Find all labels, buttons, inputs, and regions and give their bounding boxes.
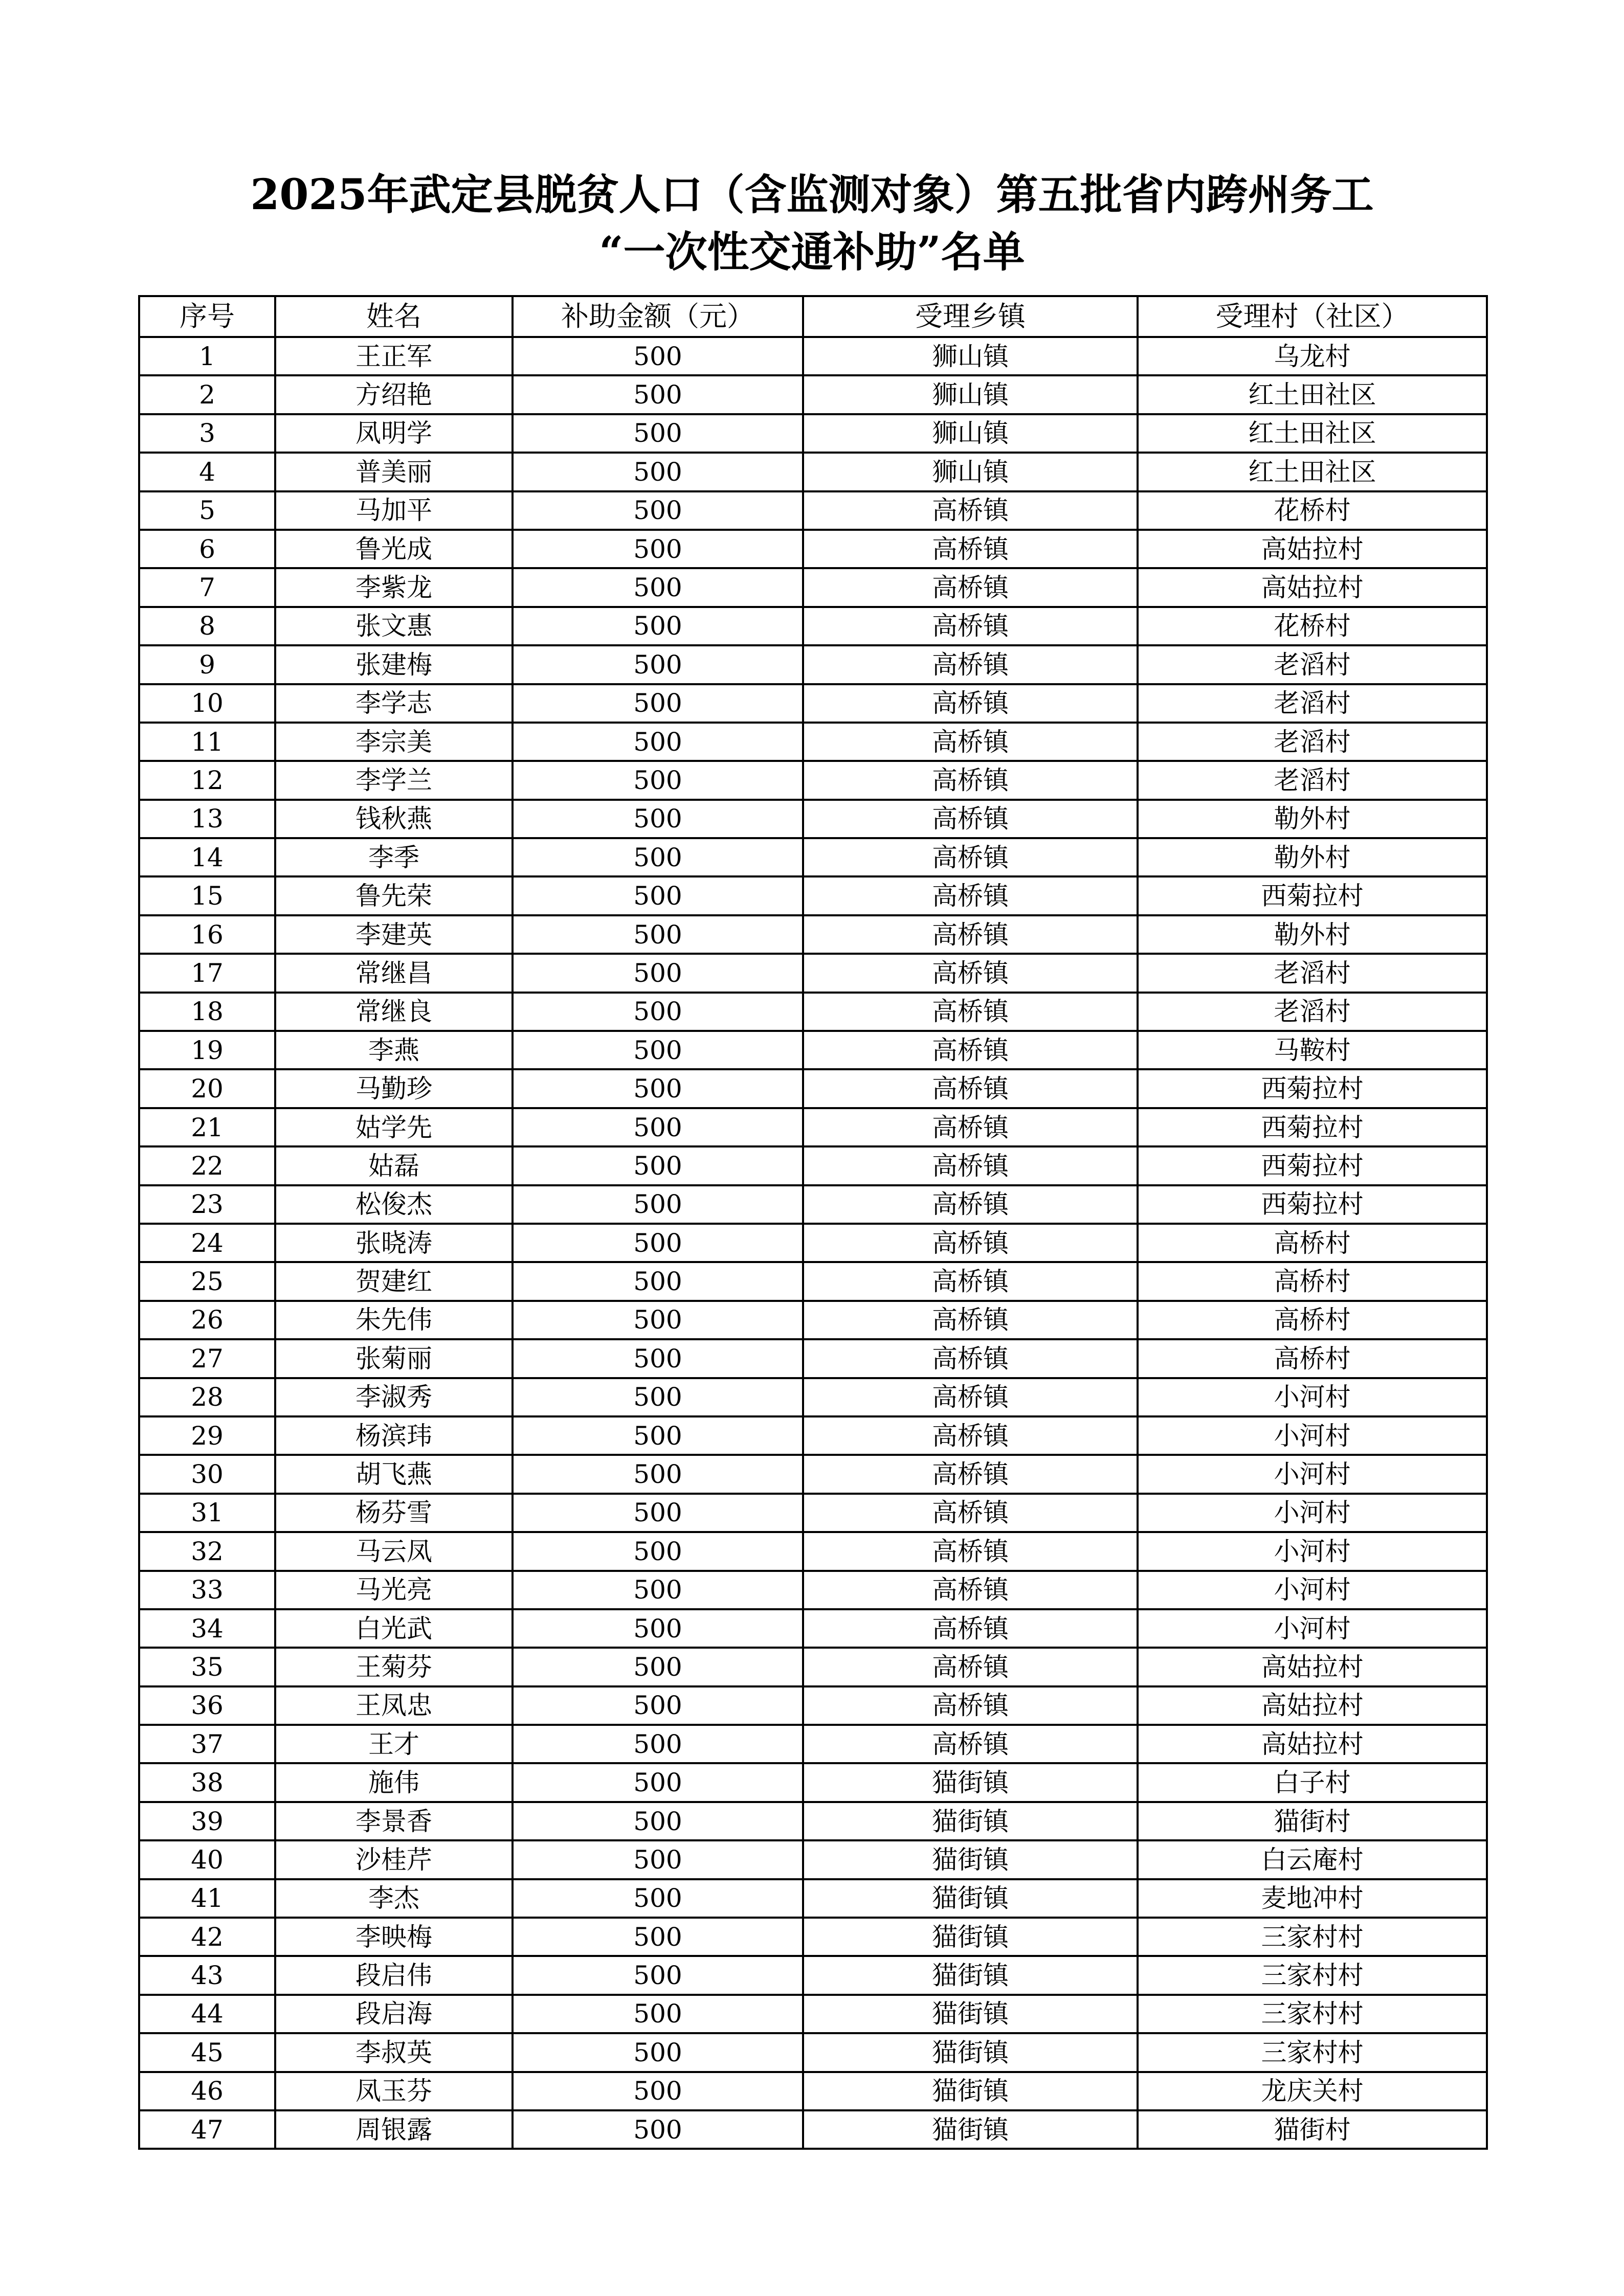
- cell-serial: 37: [139, 1725, 275, 1763]
- table-row: [139, 1879, 1487, 1918]
- table-row: [139, 723, 1487, 761]
- cell-village: 三家村村: [1138, 1995, 1487, 2033]
- cell-township: 高桥镇: [803, 954, 1138, 992]
- cell-serial: 6: [139, 530, 275, 568]
- cell-amount: 500: [513, 1378, 803, 1416]
- cell-name: 李叔英: [275, 2033, 513, 2072]
- cell-township: 猫街镇: [803, 1918, 1138, 1956]
- cell-serial: 2: [139, 375, 275, 414]
- cell-village: 勒外村: [1138, 800, 1487, 838]
- cell-amount: 500: [513, 1069, 803, 1108]
- cell-amount: 500: [513, 568, 803, 606]
- cell-name: 朱先伟: [275, 1301, 513, 1339]
- cell-village: 老滔村: [1138, 684, 1487, 723]
- cell-township: 高桥镇: [803, 1339, 1138, 1378]
- cell-name: 王凤忠: [275, 1686, 513, 1725]
- table-row: [139, 1840, 1487, 1879]
- cell-name: 段启伟: [275, 1956, 513, 1994]
- table-row: [139, 607, 1487, 645]
- cell-village: 三家村村: [1138, 2033, 1487, 2072]
- cell-village: 老滔村: [1138, 761, 1487, 799]
- cell-township: 高桥镇: [803, 1725, 1138, 1763]
- cell-name: 李映梅: [275, 1918, 513, 1956]
- cell-village: 红土田社区: [1138, 414, 1487, 453]
- cell-village: 老滔村: [1138, 645, 1487, 684]
- cell-township: 高桥镇: [803, 1031, 1138, 1069]
- cell-village: 高姑拉村: [1138, 568, 1487, 606]
- header-row: [139, 296, 1487, 337]
- cell-name: 李紫龙: [275, 568, 513, 606]
- cell-township: 高桥镇: [803, 530, 1138, 568]
- cell-village: 高姑拉村: [1138, 1725, 1487, 1763]
- cell-serial: 16: [139, 915, 275, 954]
- table-row: [139, 2033, 1487, 2072]
- cell-village: 小河村: [1138, 1609, 1487, 1648]
- cell-serial: 10: [139, 684, 275, 723]
- cell-township: 高桥镇: [803, 684, 1138, 723]
- table-row: [139, 1031, 1487, 1069]
- cell-name: 王菊芬: [275, 1648, 513, 1686]
- cell-village: 西菊拉村: [1138, 1185, 1487, 1224]
- table-row: [139, 800, 1487, 838]
- table-row: [139, 1571, 1487, 1609]
- cell-amount: 500: [513, 1185, 803, 1224]
- table-row: [139, 915, 1487, 954]
- cell-township: 猫街镇: [803, 1802, 1138, 1840]
- cell-name: 白光武: [275, 1609, 513, 1648]
- cell-serial: 18: [139, 993, 275, 1031]
- title-line-2: “一次性交通补助”名单: [599, 228, 1025, 277]
- cell-amount: 500: [513, 993, 803, 1031]
- cell-name: 松俊杰: [275, 1185, 513, 1224]
- cell-serial: 40: [139, 1840, 275, 1879]
- cell-serial: 5: [139, 491, 275, 530]
- cell-township: 高桥镇: [803, 993, 1138, 1031]
- header-name: 姓名: [275, 296, 513, 337]
- cell-name: 张晓涛: [275, 1224, 513, 1262]
- cell-amount: 500: [513, 1571, 803, 1609]
- cell-village: 老滔村: [1138, 993, 1487, 1031]
- cell-village: 高姑拉村: [1138, 1648, 1487, 1686]
- cell-township: 高桥镇: [803, 1146, 1138, 1185]
- cell-serial: 20: [139, 1069, 275, 1108]
- cell-amount: 500: [513, 645, 803, 684]
- cell-serial: 47: [139, 2110, 275, 2149]
- cell-township: 猫街镇: [803, 2110, 1138, 2149]
- cell-village: 小河村: [1138, 1378, 1487, 1416]
- cell-township: 狮山镇: [803, 337, 1138, 375]
- table-row: [139, 954, 1487, 992]
- table-row: [139, 1378, 1487, 1416]
- table-row: [139, 876, 1487, 915]
- cell-township: 猫街镇: [803, 1763, 1138, 1802]
- cell-township: 高桥镇: [803, 800, 1138, 838]
- cell-township: 高桥镇: [803, 761, 1138, 799]
- cell-name: 方绍艳: [275, 375, 513, 414]
- cell-village: 勒外村: [1138, 915, 1487, 954]
- cell-name: 李建英: [275, 915, 513, 954]
- cell-serial: 23: [139, 1185, 275, 1224]
- cell-township: 高桥镇: [803, 1455, 1138, 1493]
- table-row: [139, 761, 1487, 799]
- table-row: [139, 1339, 1487, 1378]
- table-body: [139, 337, 1487, 2149]
- cell-serial: 39: [139, 1802, 275, 1840]
- cell-village: 小河村: [1138, 1494, 1487, 1532]
- table-row: [139, 838, 1487, 876]
- cell-serial: 30: [139, 1455, 275, 1493]
- cell-serial: 31: [139, 1494, 275, 1532]
- cell-name: 段启海: [275, 1995, 513, 2033]
- cell-township: 猫街镇: [803, 1879, 1138, 1918]
- cell-amount: 500: [513, 2033, 803, 2072]
- cell-township: 高桥镇: [803, 607, 1138, 645]
- cell-name: 张建梅: [275, 645, 513, 684]
- cell-township: 高桥镇: [803, 1609, 1138, 1648]
- table-row: [139, 1802, 1487, 1840]
- cell-township: 高桥镇: [803, 1301, 1138, 1339]
- cell-name: 李季: [275, 838, 513, 876]
- cell-amount: 500: [513, 1455, 803, 1493]
- cell-amount: 500: [513, 876, 803, 915]
- cell-amount: 500: [513, 1339, 803, 1378]
- table-row: [139, 645, 1487, 684]
- cell-serial: 25: [139, 1262, 275, 1300]
- cell-village: 红土田社区: [1138, 453, 1487, 491]
- cell-name: 钱秋燕: [275, 800, 513, 838]
- cell-village: 白子村: [1138, 1763, 1487, 1802]
- cell-serial: 4: [139, 453, 275, 491]
- cell-village: 猫街村: [1138, 2110, 1487, 2149]
- table-row: [139, 1301, 1487, 1339]
- cell-amount: 500: [513, 1494, 803, 1532]
- cell-amount: 500: [513, 337, 803, 375]
- cell-township: 高桥镇: [803, 1224, 1138, 1262]
- cell-serial: 29: [139, 1416, 275, 1455]
- cell-serial: 14: [139, 838, 275, 876]
- cell-serial: 46: [139, 2072, 275, 2110]
- cell-township: 高桥镇: [803, 568, 1138, 606]
- cell-village: 高桥村: [1138, 1301, 1487, 1339]
- cell-serial: 11: [139, 723, 275, 761]
- cell-village: 老滔村: [1138, 723, 1487, 761]
- cell-township: 高桥镇: [803, 1494, 1138, 1532]
- cell-serial: 42: [139, 1918, 275, 1956]
- cell-village: 花桥村: [1138, 491, 1487, 530]
- table-row: [139, 1262, 1487, 1300]
- table-row: [139, 1648, 1487, 1686]
- table-row: [139, 1069, 1487, 1108]
- cell-name: 鲁先荣: [275, 876, 513, 915]
- cell-serial: 8: [139, 607, 275, 645]
- cell-village: 小河村: [1138, 1416, 1487, 1455]
- cell-village: 高桥村: [1138, 1262, 1487, 1300]
- cell-village: 红土田社区: [1138, 375, 1487, 414]
- table-row: [139, 993, 1487, 1031]
- table-row: [139, 2110, 1487, 2149]
- cell-name: 张菊丽: [275, 1339, 513, 1378]
- cell-amount: 500: [513, 2072, 803, 2110]
- cell-amount: 500: [513, 915, 803, 954]
- table-row: [139, 1455, 1487, 1493]
- cell-amount: 500: [513, 1262, 803, 1300]
- cell-amount: 500: [513, 1840, 803, 1879]
- cell-name: 马加平: [275, 491, 513, 530]
- cell-township: 高桥镇: [803, 1571, 1138, 1609]
- cell-name: 杨芬雪: [275, 1494, 513, 1532]
- cell-name: 周银露: [275, 2110, 513, 2149]
- table-row: [139, 684, 1487, 723]
- cell-amount: 500: [513, 1648, 803, 1686]
- cell-township: 高桥镇: [803, 1416, 1138, 1455]
- table-header: [139, 296, 1487, 337]
- cell-village: 马鞍村: [1138, 1031, 1487, 1069]
- cell-serial: 22: [139, 1146, 275, 1185]
- cell-amount: 500: [513, 838, 803, 876]
- cell-name: 沙桂芹: [275, 1840, 513, 1879]
- cell-name: 马云凤: [275, 1532, 513, 1570]
- cell-amount: 500: [513, 607, 803, 645]
- header-serial: 序号: [139, 296, 275, 337]
- cell-village: 西菊拉村: [1138, 1146, 1487, 1185]
- cell-village: 西菊拉村: [1138, 876, 1487, 915]
- cell-serial: 9: [139, 645, 275, 684]
- table-row: [139, 1995, 1487, 2033]
- cell-village: 西菊拉村: [1138, 1108, 1487, 1146]
- cell-township: 高桥镇: [803, 1648, 1138, 1686]
- cell-amount: 500: [513, 453, 803, 491]
- cell-township: 猫街镇: [803, 1995, 1138, 2033]
- cell-serial: 15: [139, 876, 275, 915]
- cell-serial: 38: [139, 1763, 275, 1802]
- cell-township: 高桥镇: [803, 1532, 1138, 1570]
- cell-village: 勒外村: [1138, 838, 1487, 876]
- cell-amount: 500: [513, 1416, 803, 1455]
- cell-amount: 500: [513, 1956, 803, 1994]
- cell-township: 高桥镇: [803, 838, 1138, 876]
- cell-township: 猫街镇: [803, 2033, 1138, 2072]
- cell-name: 王才: [275, 1725, 513, 1763]
- table-row: [139, 1609, 1487, 1648]
- cell-village: 高桥村: [1138, 1224, 1487, 1262]
- cell-township: 猫街镇: [803, 2072, 1138, 2110]
- table-row: [139, 1416, 1487, 1455]
- table-row: [139, 414, 1487, 453]
- cell-name: 李燕: [275, 1031, 513, 1069]
- cell-amount: 500: [513, 1031, 803, 1069]
- cell-township: 高桥镇: [803, 876, 1138, 915]
- table-row: [139, 530, 1487, 568]
- cell-village: 三家村村: [1138, 1956, 1487, 1994]
- table-row: [139, 1686, 1487, 1725]
- cell-village: 乌龙村: [1138, 337, 1487, 375]
- cell-amount: 500: [513, 375, 803, 414]
- cell-name: 贺建红: [275, 1262, 513, 1300]
- table-row: [139, 1185, 1487, 1224]
- table-row: [139, 1956, 1487, 1994]
- cell-village: 三家村村: [1138, 1918, 1487, 1956]
- cell-name: 胡飞燕: [275, 1455, 513, 1493]
- cell-serial: 44: [139, 1995, 275, 2033]
- cell-serial: 34: [139, 1609, 275, 1648]
- cell-township: 高桥镇: [803, 1108, 1138, 1146]
- cell-amount: 500: [513, 954, 803, 992]
- table-row: [139, 1918, 1487, 1956]
- cell-village: 小河村: [1138, 1532, 1487, 1570]
- cell-serial: 21: [139, 1108, 275, 1146]
- cell-serial: 41: [139, 1879, 275, 1918]
- table-row: [139, 1146, 1487, 1185]
- table-row: [139, 1224, 1487, 1262]
- cell-serial: 24: [139, 1224, 275, 1262]
- header-township: 受理乡镇: [803, 296, 1138, 337]
- table-row: [139, 1494, 1487, 1532]
- cell-township: 猫街镇: [803, 1840, 1138, 1879]
- document-title: [0, 166, 1624, 281]
- cell-township: 狮山镇: [803, 414, 1138, 453]
- cell-village: 麦地冲村: [1138, 1879, 1487, 1918]
- cell-amount: 500: [513, 1686, 803, 1725]
- cell-serial: 27: [139, 1339, 275, 1378]
- cell-amount: 500: [513, 761, 803, 799]
- cell-amount: 500: [513, 1802, 803, 1840]
- cell-name: 马勤珍: [275, 1069, 513, 1108]
- cell-serial: 17: [139, 954, 275, 992]
- cell-name: 张文惠: [275, 607, 513, 645]
- cell-name: 姑学先: [275, 1108, 513, 1146]
- cell-name: 马光亮: [275, 1571, 513, 1609]
- cell-township: 狮山镇: [803, 375, 1138, 414]
- cell-village: 西菊拉村: [1138, 1069, 1487, 1108]
- cell-name: 李学志: [275, 684, 513, 723]
- cell-serial: 35: [139, 1648, 275, 1686]
- cell-township: 高桥镇: [803, 1069, 1138, 1108]
- cell-village: 猫街村: [1138, 1802, 1487, 1840]
- cell-serial: 7: [139, 568, 275, 606]
- cell-serial: 32: [139, 1532, 275, 1570]
- cell-amount: 500: [513, 1224, 803, 1262]
- cell-name: 李杰: [275, 1879, 513, 1918]
- table-row: [139, 375, 1487, 414]
- header-village: 受理村（社区）: [1138, 296, 1487, 337]
- cell-amount: 500: [513, 414, 803, 453]
- cell-village: 小河村: [1138, 1455, 1487, 1493]
- cell-village: 高姑拉村: [1138, 530, 1487, 568]
- cell-name: 李宗美: [275, 723, 513, 761]
- cell-amount: 500: [513, 723, 803, 761]
- cell-amount: 500: [513, 1725, 803, 1763]
- cell-name: 鲁光成: [275, 530, 513, 568]
- cell-township: 高桥镇: [803, 723, 1138, 761]
- cell-village: 白云庵村: [1138, 1840, 1487, 1879]
- table-row: [139, 1725, 1487, 1763]
- cell-serial: 45: [139, 2033, 275, 2072]
- table-row: [139, 2072, 1487, 2110]
- table-row: [139, 337, 1487, 375]
- cell-township: 高桥镇: [803, 1686, 1138, 1725]
- cell-name: 李学兰: [275, 761, 513, 799]
- cell-village: 花桥村: [1138, 607, 1487, 645]
- cell-name: 常继良: [275, 993, 513, 1031]
- cell-village: 小河村: [1138, 1571, 1487, 1609]
- cell-amount: 500: [513, 2110, 803, 2149]
- cell-township: 高桥镇: [803, 491, 1138, 530]
- cell-village: 高桥村: [1138, 1339, 1487, 1378]
- cell-serial: 36: [139, 1686, 275, 1725]
- cell-amount: 500: [513, 1301, 803, 1339]
- title-line-1: 2025年武定县脱贫人口（含监测对象）第五批省内跨州务工: [250, 170, 1374, 219]
- cell-township: 高桥镇: [803, 1262, 1138, 1300]
- cell-name: 李景香: [275, 1802, 513, 1840]
- cell-amount: 500: [513, 1763, 803, 1802]
- cell-amount: 500: [513, 1108, 803, 1146]
- cell-name: 常继昌: [275, 954, 513, 992]
- header-amount: 补助金额（元）: [513, 296, 803, 337]
- cell-name: 王正军: [275, 337, 513, 375]
- cell-amount: 500: [513, 684, 803, 723]
- table-row: [139, 1108, 1487, 1146]
- cell-amount: 500: [513, 1995, 803, 2033]
- table-row: [139, 568, 1487, 606]
- table-row: [139, 1532, 1487, 1570]
- cell-amount: 500: [513, 530, 803, 568]
- cell-township: 高桥镇: [803, 645, 1138, 684]
- cell-serial: 13: [139, 800, 275, 838]
- cell-name: 杨滨玮: [275, 1416, 513, 1455]
- cell-township: 高桥镇: [803, 1378, 1138, 1416]
- cell-village: 高姑拉村: [1138, 1686, 1487, 1725]
- cell-serial: 43: [139, 1956, 275, 1994]
- cell-amount: 500: [513, 1146, 803, 1185]
- cell-serial: 3: [139, 414, 275, 453]
- cell-name: 姑磊: [275, 1146, 513, 1185]
- cell-amount: 500: [513, 1532, 803, 1570]
- cell-serial: 19: [139, 1031, 275, 1069]
- cell-serial: 26: [139, 1301, 275, 1339]
- cell-serial: 28: [139, 1378, 275, 1416]
- cell-serial: 33: [139, 1571, 275, 1609]
- cell-village: 龙庆关村: [1138, 2072, 1487, 2110]
- cell-amount: 500: [513, 1918, 803, 1956]
- table-row: [139, 491, 1487, 530]
- cell-serial: 12: [139, 761, 275, 799]
- cell-township: 狮山镇: [803, 453, 1138, 491]
- cell-amount: 500: [513, 1879, 803, 1918]
- cell-name: 施伟: [275, 1763, 513, 1802]
- cell-township: 高桥镇: [803, 1185, 1138, 1224]
- cell-name: 凤明学: [275, 414, 513, 453]
- cell-township: 猫街镇: [803, 1956, 1138, 1994]
- cell-village: 老滔村: [1138, 954, 1487, 992]
- cell-name: 凤玉芬: [275, 2072, 513, 2110]
- cell-serial: 1: [139, 337, 275, 375]
- cell-amount: 500: [513, 1609, 803, 1648]
- table-row: [139, 453, 1487, 491]
- table-row: [139, 1763, 1487, 1802]
- cell-amount: 500: [513, 800, 803, 838]
- subsidy-roster-table: [138, 295, 1488, 2150]
- cell-name: 普美丽: [275, 453, 513, 491]
- cell-township: 高桥镇: [803, 915, 1138, 954]
- cell-amount: 500: [513, 491, 803, 530]
- cell-name: 李淑秀: [275, 1378, 513, 1416]
